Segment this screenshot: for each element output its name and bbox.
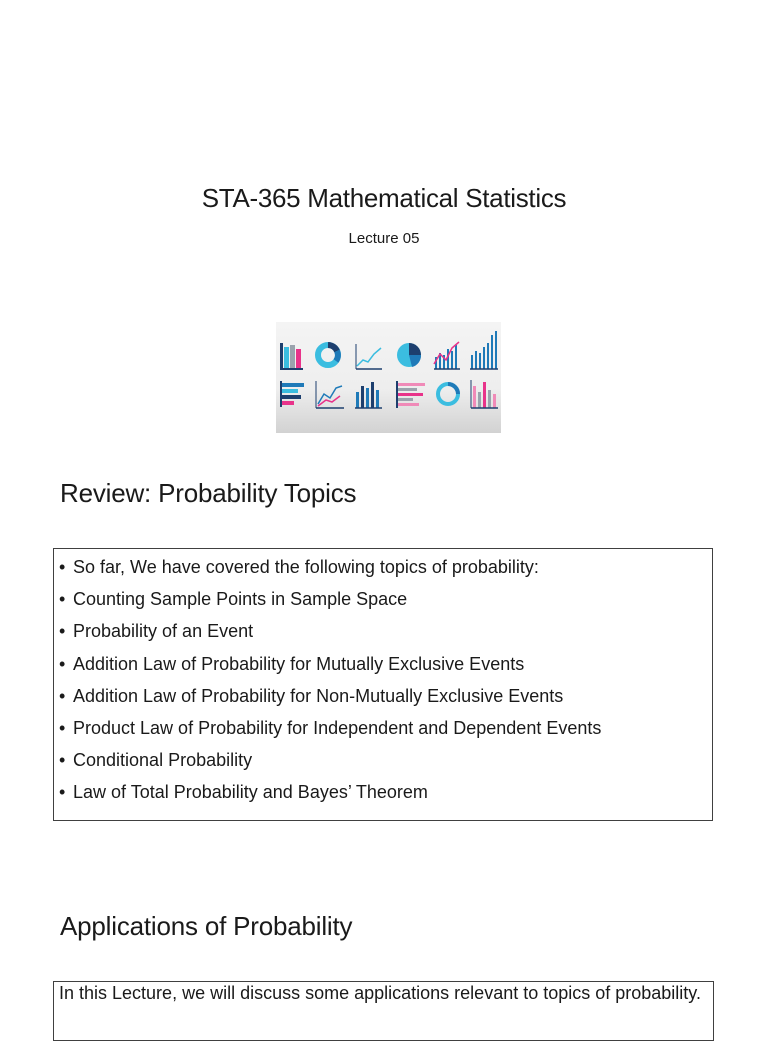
horizontal-bar-chart-icon xyxy=(396,381,425,408)
list-item: • So far, We have covered the following topics of probability: xyxy=(59,551,712,583)
line-chart-icon xyxy=(316,381,344,408)
stacked-bar-chart-icon xyxy=(471,380,498,408)
list-item: • Counting Sample Points in Sample Space xyxy=(59,583,712,615)
bullet-glyph: • xyxy=(59,718,66,739)
ring-chart-icon xyxy=(438,384,458,404)
bullet-glyph: • xyxy=(59,653,66,674)
list-item: • Law of Total Probability and Bayes’ Theorem xyxy=(59,776,712,808)
bullet-glyph: • xyxy=(59,621,66,642)
list-item: • Probability of an Event xyxy=(59,615,712,647)
list-item: • Addition Law of Probability for Non-Mutually Exclusive Events xyxy=(59,680,712,712)
donut-chart-icon xyxy=(318,345,338,365)
lecture-subtitle: Lecture 05 xyxy=(348,230,420,247)
list-item: • Addition Law of Probability for Mutually Exclusive Events xyxy=(59,648,712,680)
intro-box: In this Lecture, we will discuss some applications relevant to topics of probability. xyxy=(53,981,714,1041)
bar-line-chart-icon xyxy=(434,342,460,369)
chart-icons-image xyxy=(276,322,501,433)
section-heading-review: Review: Probability Topics xyxy=(60,478,357,508)
bar-chart-icon xyxy=(280,343,303,370)
section-heading-applications: Applications of Probability xyxy=(60,911,353,941)
horizontal-bar-chart-icon xyxy=(280,381,304,407)
topics-box xyxy=(53,548,713,821)
column-chart-icon xyxy=(470,331,498,369)
bullet-glyph: • xyxy=(59,685,66,706)
topics-list xyxy=(59,551,712,809)
pie-chart-icon xyxy=(397,343,421,367)
line-chart-icon xyxy=(356,344,382,369)
list-item: • Conditional Probability xyxy=(59,744,712,776)
bullet-glyph: • xyxy=(59,557,66,577)
bar-chart-icon xyxy=(355,382,382,408)
list-item: • Product Law of Probability for Independent and Dependent Events xyxy=(59,712,712,744)
bullet-glyph: • xyxy=(59,750,66,771)
page-title: STA-365 Mathematical Statistics xyxy=(201,183,567,213)
bullet-glyph: • xyxy=(59,782,66,803)
bullet-glyph: • xyxy=(59,589,66,610)
